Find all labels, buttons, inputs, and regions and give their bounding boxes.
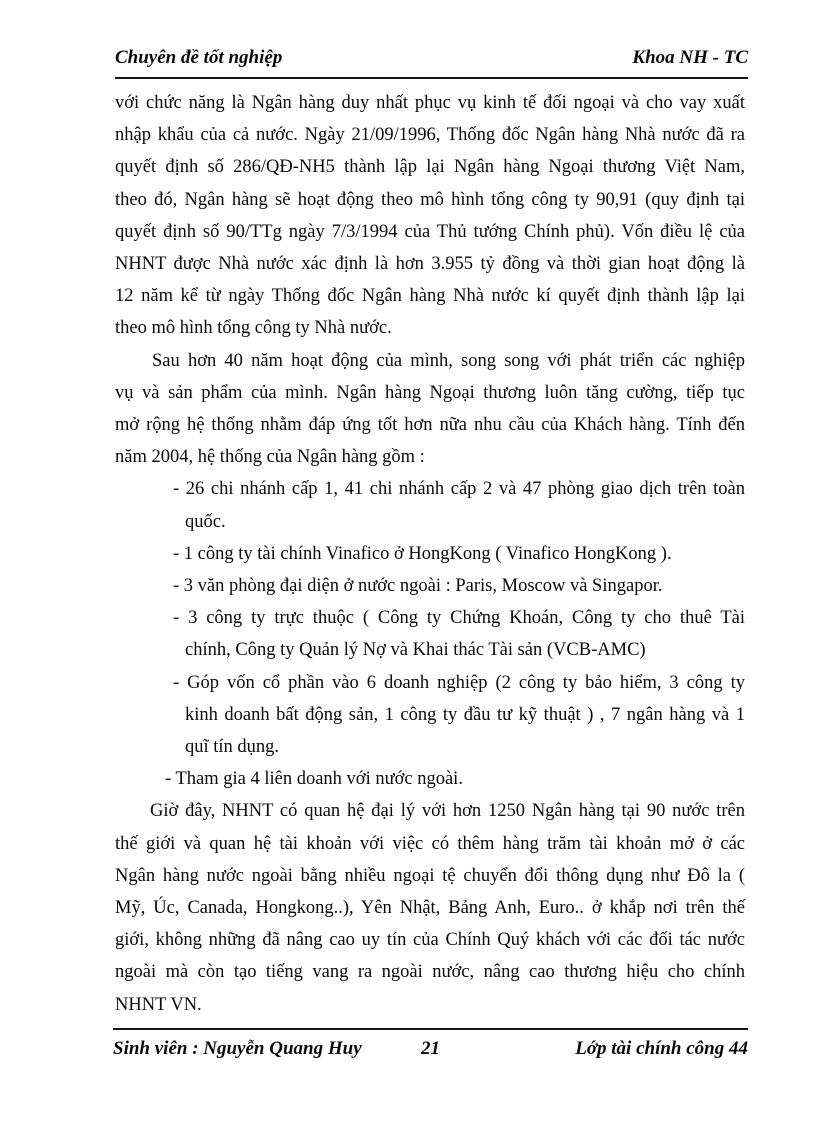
body-line: - 3 văn phòng đại diện ở nước ngoài : Paris, Moscow và Singapor. bbox=[173, 576, 663, 597]
body-line: theo mô hình tổng công ty Nhà nước. bbox=[115, 318, 392, 339]
body-line: 12 năm kể từ ngày Thống đốc Ngân hàng Nhà nước kí quyết định thành lập lại bbox=[115, 286, 745, 307]
footer-class-name: Lớp tài chính công 44 bbox=[575, 1038, 748, 1059]
body-line: ngoài mà còn tạo tiếng vang ra ngoài nước, nâng cao thương hiệu cho chính bbox=[115, 962, 745, 983]
body-line: kinh doanh bất động sản, 1 công ty đầu tư kỹ thuật ) , 7 ngân hàng và 1 bbox=[185, 704, 745, 725]
body-line: Ngân hàng nước ngoài bằng nhiều ngoại tệ chuyển đổi thông dụng như Đô la ( bbox=[115, 865, 745, 886]
body-line: Mỹ, Úc, Canada, Hongkong..), Yên Nhật, Bảng Anh, Euro.. ở khắp nơi trên thế bbox=[115, 898, 745, 919]
body-line: năm 2004, hệ thống của Ngân hàng gồm : bbox=[115, 447, 425, 468]
body-line: Giờ đây, NHNT có quan hệ đại lý với hơn 1250 Ngân hàng tại 90 nước trên bbox=[150, 801, 745, 822]
page-number: 21 bbox=[421, 1038, 440, 1059]
header-left-title: Chuyên đề tốt nghiệp bbox=[115, 47, 283, 68]
page-footer bbox=[113, 1028, 748, 1061]
body-line: theo đó, Ngân hàng sẽ hoạt động theo mô hình tổng công ty 90,91 (quy định tại bbox=[115, 189, 745, 210]
body-line: quốc. bbox=[185, 511, 226, 532]
body-line: nhập khẩu của cả nước. Ngày 21/09/1996, Thống đốc Ngân hàng Nhà nước đã ra bbox=[115, 125, 745, 146]
body-line: mở rộng hệ thống nhằm đáp ứng tốt hơn nữa nhu cầu của Khách hàng. Tính đến bbox=[115, 415, 745, 436]
body-line: - 3 công ty trực thuộc ( Công ty Chứng Khoán, Công ty cho thuê Tài bbox=[173, 608, 745, 629]
body-line: - Tham gia 4 liên doanh với nước ngoài. bbox=[165, 769, 463, 790]
body-line: - 1 công ty tài chính Vinafico ở HongKong ( Vinafico HongKong ). bbox=[173, 543, 672, 564]
body-line: với chức năng là Ngân hàng duy nhất phục vụ kinh tế đối ngoại và cho vay xuất bbox=[115, 93, 745, 113]
body-text bbox=[115, 87, 745, 1021]
body-line: quĩ tín dụng. bbox=[185, 737, 280, 758]
body-line: NHNT được Nhà nước xác định là hơn 3.955 tỷ đồng và thời gian hoạt động là bbox=[115, 254, 745, 275]
header-right-title: Khoa NH - TC bbox=[632, 47, 748, 68]
body-line: quyết định số 90/TTg ngày 7/3/1994 của Thủ tướng Chính phủ). Vốn điều lệ của bbox=[115, 221, 745, 242]
page-header bbox=[115, 46, 748, 79]
body-line: Sau hơn 40 năm hoạt động của mình, song song với phát triển các nghiệp bbox=[152, 350, 745, 371]
body-line: quyết định số 286/QĐ-NH5 thành lập lại Ngân hàng Ngoại thương Việt Nam, bbox=[115, 157, 745, 178]
body-line: giới, không những đã nâng cao uy tín của Chính Quý khách với các đối tác nước bbox=[115, 930, 745, 951]
body-line: - Góp vốn cổ phần vào 6 doanh nghiệp (2 công ty bảo hiểm, 3 công ty bbox=[173, 672, 745, 693]
body-line: vụ và sản phẩm của mình. Ngân hàng Ngoại thương luôn tăng cường, tiếp tục bbox=[115, 382, 745, 403]
body-line: - 26 chi nhánh cấp 1, 41 chi nhánh cấp 2 và 47 phòng giao dịch trên toàn bbox=[173, 479, 745, 500]
body-line: chính, Công ty Quản lý Nợ và Khai thác Tài sản (VCB-AMC) bbox=[185, 640, 646, 661]
footer-student-name: Sinh viên : Nguyễn Quang Huy bbox=[113, 1038, 362, 1059]
body-line: thế giới và quan hệ tài khoản với việc có thêm hàng trăm tài khoản mở ở các bbox=[115, 833, 745, 854]
body-line: NHNT VN. bbox=[115, 994, 202, 1015]
